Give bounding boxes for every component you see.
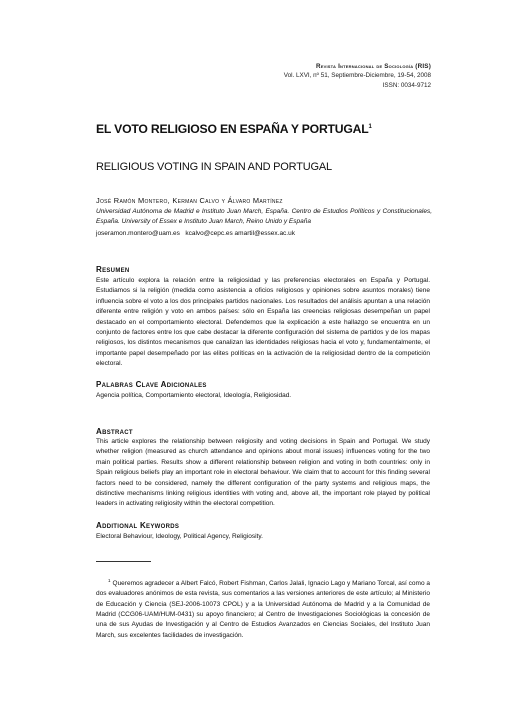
resumen-text: Este artículo explora la relación entre la religiosidad y las preferencias electorales en España y Portugal. Estudiamos si la religión (medida como asistencia a oficios religiosos y opiniones sobre asuntos morales) tiene influencia sobre el voto a los dos principales partidos nacionales. Los resultados del análisis apuntan a una relación diferente entre religión y voto en ambos países: sólo en España las creencias religiosas desempeñan un papel destacado en el comportamiento electoral. Defendemos que la explicación a este hallazgo se encuentra en un conjunto de factores entre los que cabe destacar la diferente configuración del sistema de partidos y de los mapas religiosos, los distintos mecanismos que canalizan las identidades religiosas hacia el voto y, fundamentalmente, el importante papel desempeñado por las elites políticas en la activación de la religiosidad dentro de la competición electoral. xyxy=(96,277,430,368)
journal-name: Revista Internacional de Sociología (RIS) xyxy=(316,63,431,70)
journal-volume: Vol. LXVI, nº 51, Septiembre-Diciembre, 19-54, 2008 xyxy=(283,72,431,80)
article-title-english: RELIGIOUS VOTING IN SPAIN AND PORTUGAL xyxy=(96,161,332,173)
footnote xyxy=(96,576,430,641)
author-emails: joseramon.montero@uam.es kcalvo@cepc.es amartil@essex.ac.uk xyxy=(96,229,295,237)
footnote-mark: 1 xyxy=(108,578,111,583)
keywords-text: Electoral Behaviour, Ideology, Political Agency, Religiosity. xyxy=(96,533,263,540)
article-title-text: EL VOTO RELIGIOSO EN ESPAÑA Y PORTUGAL xyxy=(96,122,369,136)
palabras-clave-heading: Palabras Clave Adicionales xyxy=(96,380,207,389)
abstract-text: This article explores the relationship between religiosity and voting decisions in Spain and Portugal. We study whether religion (measured as church attendance and opinions about moral issues) influences voting for the two main political parties. Results show a different relationship between religion and voting in both countries: only in Spain religious beliefs play an important role in electoral behaviour. We claim that to account for this finding several factors need to be considered, namely the different configuration of the party systems and religious maps, the distinctive mechanisms linking religious identities with voting and, above all, the important role played by political leaders in activating religiosity within the electoral competition. xyxy=(96,438,430,508)
article-title xyxy=(96,122,436,136)
footnote-divider xyxy=(96,561,151,562)
title-footnote-mark[interactable]: 1 xyxy=(368,123,372,130)
palabras-clave-text: Agencia política, Comportamiento electoral, Ideología, Religiosidad. xyxy=(96,392,292,399)
journal-issn: ISSN: 0034-9712 xyxy=(382,81,431,89)
article-authors: José Ramón Montero, Kerman Calvo y Álvaro Martínez xyxy=(96,196,283,205)
footnote-text: Queremos agradecer a Albert Falcó, Robert Fishman, Carlos Jalali, Ignacio Lago y Mariano Torcal, así como a dos evaluadores anónimos de esta revista, sus comentarios a las versiones anteriores de este artículo; al Ministerio de Educación y Ciencia (SEJ-2006-10073 CPOL) y a la Universidad Autónoma de Madrid y a la Comunidad de Madrid (CCG06-UAM/HUM-0431) su apoyo financiero; al Centro de Investigaciones Sociológicas la concesión de una de sus Ayudas de Investigación y al Centro de Estudios Avanzados en Ciencias Sociales, del Instituto Juan March, sus excelentes facilidades de investigación. xyxy=(96,580,430,639)
abstract-heading: Abstract xyxy=(96,427,133,436)
journal-header xyxy=(284,62,431,90)
article-affiliation: Universidad Autónoma de Madrid e Instituto Juan March, España. Centro de Estudios Políticos y Constitucionales, España. University of Essex e Instituto Juan March, Reino Unido y España xyxy=(96,208,432,226)
keywords-heading: Additional Keywords xyxy=(96,521,180,530)
resumen-heading: Resumen xyxy=(96,265,130,274)
